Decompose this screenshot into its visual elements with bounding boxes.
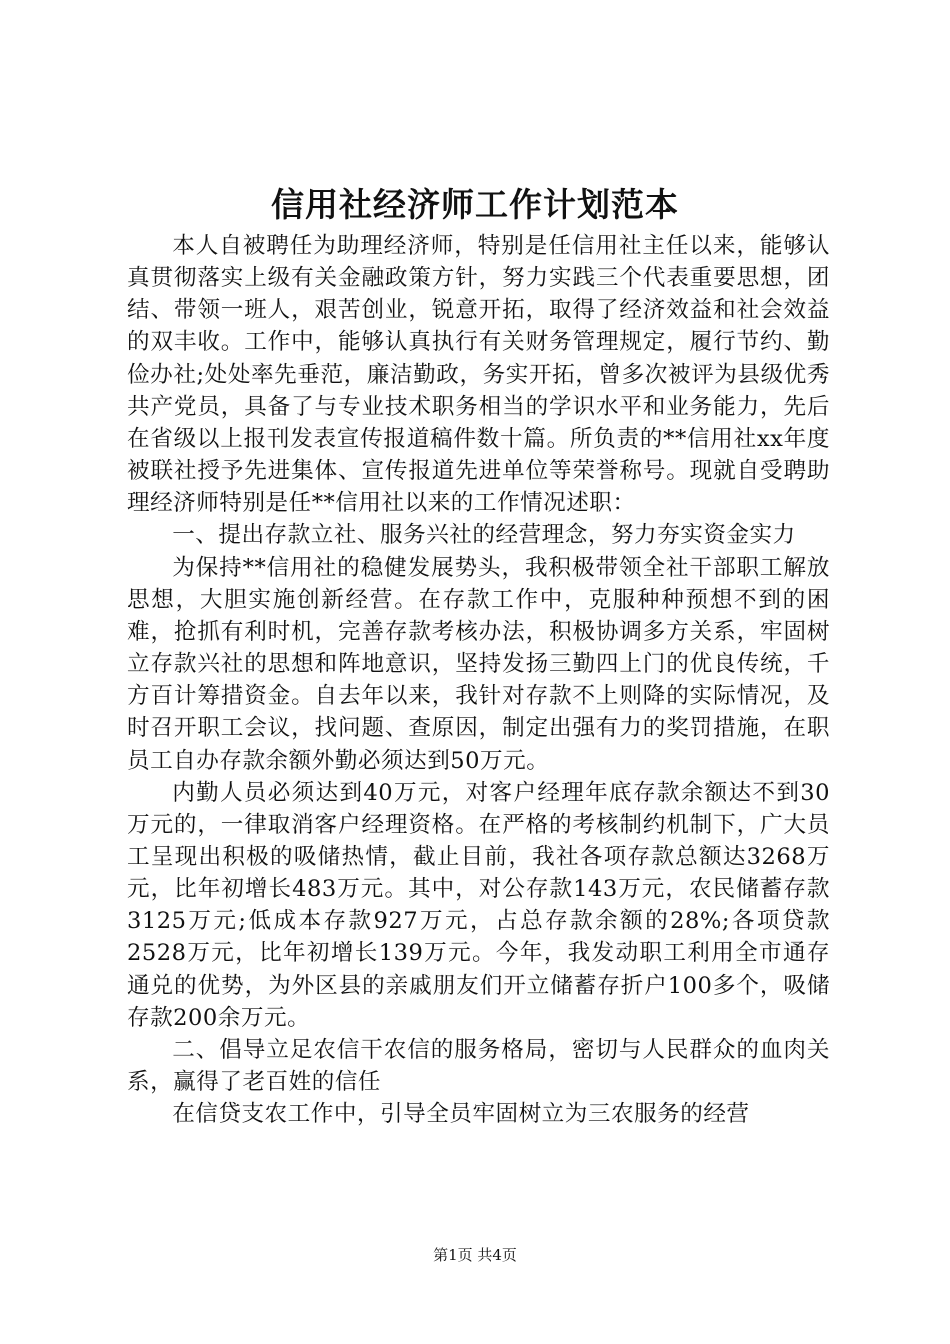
document-body — [127, 230, 830, 1130]
page-footer: 第1页 共4页 — [433, 1246, 517, 1264]
paragraph-deposit-work: 为保持**信用社的稳健发展势头，我积极带领全社干部职工解放思想，大胆实施创新经营。在存款工作中，克服种种预想不到的困难，抢抓有利时机，完善存款考核办法，积极协调多方关系，牢固树立存款兴社的思想和阵地意识，坚持发扬三勤四上门的优良传统，千方百计筹措资金。自去年以来，我针对存款不上则降的实际情况，及时召开职工会议，找问题、查原因，制定出强有力的奖罚措施，在职员工自办存款余额外勤必须达到50万元。 — [127, 554, 830, 774]
paragraph-deposit-results: 内勤人员必须达到40万元，对客户经理年底存款余额达不到30万元的，一律取消客户经理资格。在严格的考核制约机制下，广大员工呈现出积极的吸储热情，截止目前，我社各项存款总额达3268万元，比年初增长483万元。其中，对公存款143万元，农民储蓄存款3125万元;低成本存款927万元，占总存款余额的28%;各项贷款2528万元，比年初增长139万元。今年，我发动职工利用全市通存通兑的优势，为外区县的亲戚朋友们开立储蓄存折户100多个，吸储存款200余万元。 — [127, 779, 830, 1031]
paragraph-intro: 本人自被聘任为助理经济师，特别是任信用社主任以来，能够认真贯彻落实上级有关金融政策方针，努力实践三个代表重要思想，团结、带领一班人，艰苦创业，锐意开拓，取得了经济效益和社会效益的双丰收。工作中，能够认真执行有关财务管理规定，履行节约、勤俭办社;处处率先垂范，廉洁勤政，务实开拓，曾多次被评为县级优秀共产党员，具备了与专业技术职务相当的学识水平和业务能力，先后在省级以上报刊发表宣传报道稿件数十篇。所负责的**信用社xx年度被联社授予先进集体、宣传报道先进单位等荣誉称号。现就自受聘助理经济师特别是任**信用社以来的工作情况述职： — [127, 233, 830, 517]
document-title: 信用社经济师工作计划范本 — [271, 185, 679, 224]
section-heading-1: 一、提出存款立社、服务兴社的经营理念，努力夯实资金实力 — [172, 522, 796, 549]
section-heading-2: 二、倡导立足农信干农信的服务格局，密切与人民群众的血肉关系，赢得了老百姓的信任 — [127, 1036, 830, 1096]
paragraph-credit-support: 在信贷支农工作中，引导全员牢固树立为三农服务的经营 — [172, 1101, 750, 1128]
